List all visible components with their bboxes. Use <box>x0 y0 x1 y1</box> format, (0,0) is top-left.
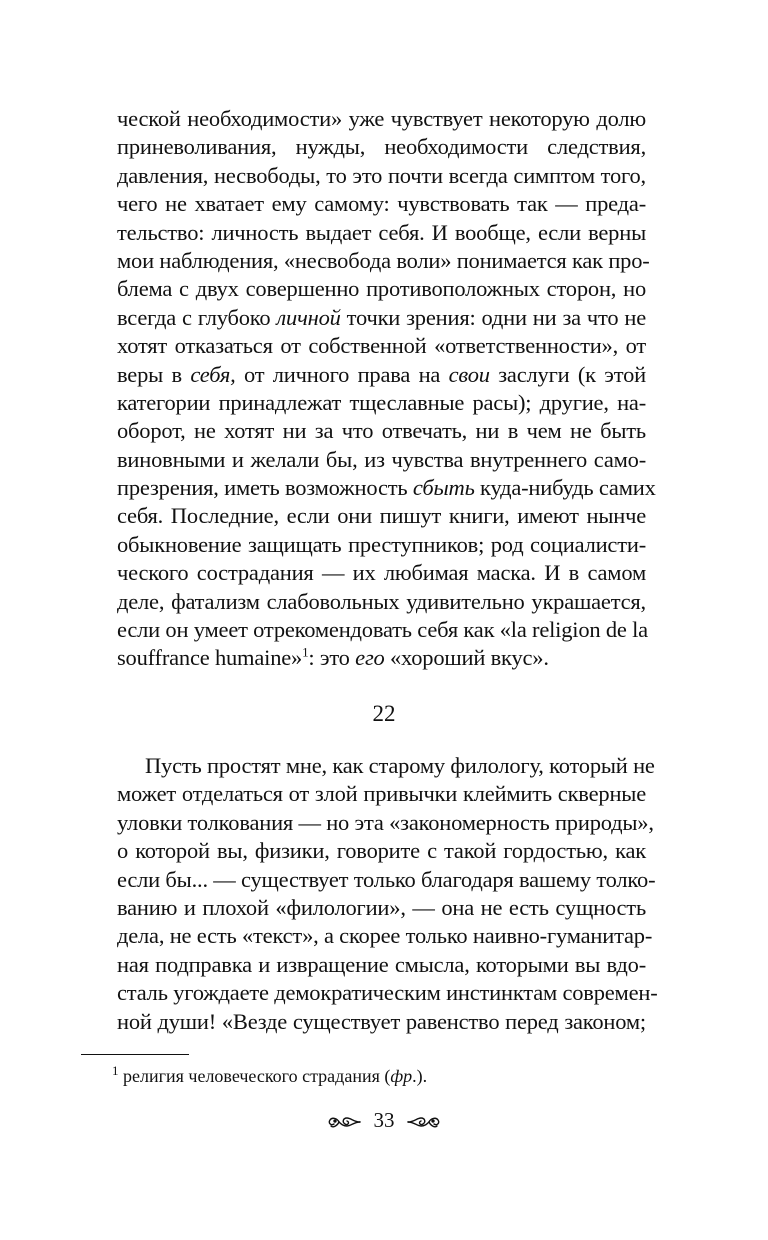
text-line: себя. Последние, если они пишут книги, имеют нынче <box>117 503 646 529</box>
text-line: чего не хватает ему самому: чувствовать так — преда- <box>117 191 646 217</box>
footnote-text: .). <box>412 1066 428 1086</box>
text-line: о которой вы, физики, говорите с такой гордостью, как <box>117 838 646 864</box>
section-number: 22 <box>372 701 396 726</box>
text-run: веры в <box>117 361 191 387</box>
text-run: заслуги (к этой <box>489 361 646 387</box>
text-run: souffrance humaine» <box>117 645 303 671</box>
text-line: сталь угождаете демократическим инстинктам современ- <box>117 980 658 1006</box>
footnote <box>112 1064 427 1088</box>
footnote-text: религия человеческого страдания ( <box>118 1066 391 1086</box>
text-line: оборот, не хотят ни за что отвечать, ни в чем не быть <box>117 418 646 444</box>
italic-word: личной <box>276 304 341 330</box>
footnote-divider <box>81 1054 189 1055</box>
text-line: ванию и плохой «филологии», — она не есть сущность <box>117 894 646 920</box>
paragraph-2 <box>117 752 658 1036</box>
page-footer <box>0 1106 768 1134</box>
footnote-marker: 1 <box>112 1063 119 1078</box>
text-line: обыкновение защищать преступников; род социалисти- <box>117 531 646 557</box>
text-line: дела, не есть «текст», а скорее только наивно-гуманитар- <box>117 923 653 949</box>
text-line: хотят отказаться от собственной «ответственности», от <box>117 333 646 359</box>
text-line: ная подправка и извращение смысла, которыми вы вдо- <box>117 951 646 977</box>
text-line: ной души! «Везде существует равенство перед законом; <box>117 1008 646 1034</box>
text-line <box>117 304 646 332</box>
text-line <box>117 644 646 672</box>
text-line: Пусть простят мне, как старому филологу, который не <box>145 753 655 778</box>
italic-word: свои <box>448 361 490 387</box>
text-line: ческой необходимости» уже чувствует некоторую долю <box>117 106 646 131</box>
text-line: если бы... — существует только благодаря вашему толко- <box>117 866 656 892</box>
paragraph-1 <box>117 105 656 673</box>
text-line: давления, несвободы, то это почти всегда симптом того, <box>117 162 646 188</box>
page-number: 33 <box>373 1108 395 1132</box>
text-run: куда-нибудь самих <box>474 475 656 501</box>
text-line <box>117 361 646 389</box>
text-line: может отделаться от злой привычки клеймить скверные <box>117 781 646 807</box>
footnote-language: фр <box>390 1066 413 1086</box>
text-line: если он умеет отрекомендовать себя как «la religion de la <box>117 617 648 643</box>
italic-word: сбыть <box>412 475 475 501</box>
right-ornament-icon <box>406 1112 442 1132</box>
footnote-reference[interactable]: 1 <box>302 644 309 660</box>
text-run: от личного права на <box>235 361 449 387</box>
text-line: тельство: личность выдает себя. И вообще, если верны <box>117 219 646 245</box>
text-line: приневоливания, нужды, необходимости следствия, <box>117 134 646 160</box>
left-ornament-icon <box>326 1112 362 1132</box>
text-run: точки зрения: одни ни за что не <box>340 304 647 330</box>
text-line: уловки толкования — но эта «закономерность природы», <box>117 809 654 835</box>
text-line: деле, фатализм слабовольных удивительно украшается, <box>117 588 646 614</box>
text-run: всегда с глубоко <box>117 304 277 330</box>
text-run: : это <box>308 645 356 671</box>
text-line: ческого сострадания — их любимая маска. И в самом <box>117 560 646 586</box>
text-run: презрения, иметь возможность <box>117 475 413 501</box>
text-line: категории принадлежат тщеславные расы); другие, на- <box>117 389 646 415</box>
text-run: «хороший вкус». <box>384 645 549 671</box>
text-line: виновными и желали бы, из чувства внутреннего само- <box>117 446 646 472</box>
text-line: блема с двух совершенно противоположных сторон, но <box>117 276 646 302</box>
italic-word: себя, <box>190 361 236 387</box>
italic-word: его <box>355 645 385 671</box>
text-line: мои наблюдения, «несвобода воли» понимается как про- <box>117 247 650 273</box>
text-line <box>117 474 656 502</box>
